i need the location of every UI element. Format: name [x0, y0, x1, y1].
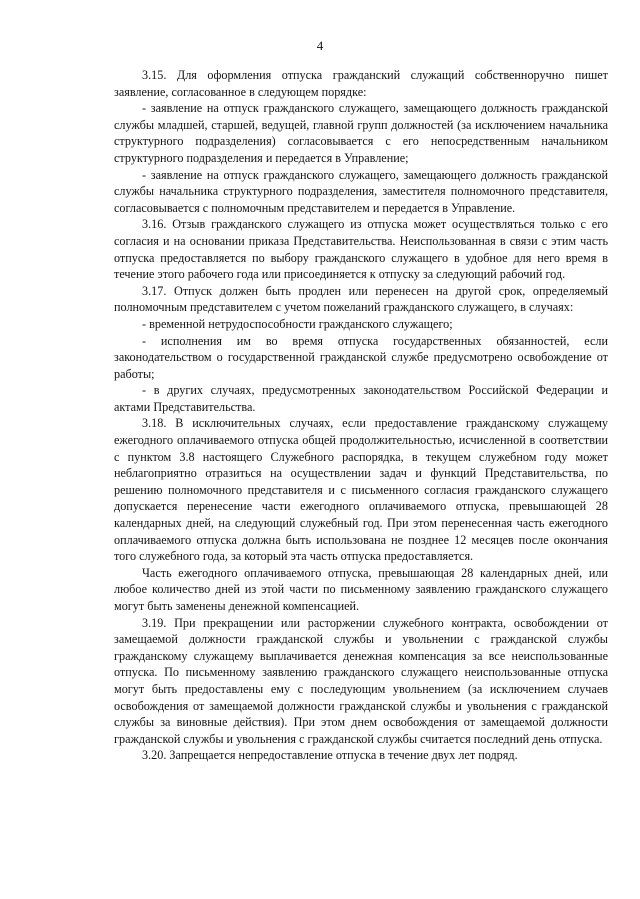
paragraph-3-17-item-1: - временной нетрудоспособности гражданского служащего; — [142, 316, 453, 331]
paragraph-3-17-item-3: - в других случаях, предусмотренных законодательством Российской Федерации и актами Представительства. — [114, 383, 608, 414]
document-body — [114, 67, 608, 764]
paragraph-3-18-continued: Часть ежегодного оплачиваемого отпуска, превышающая 28 календарных дней, или любое количество дней из этой части по письменному заявлению гражданского служащего могут быть заменены денежной компенсацией. — [114, 565, 608, 613]
paragraph-3-19: 3.19. При прекращении или расторжении служебного контракта, освобождении от замещаемой должности гражданской службы и увольнении с гражданской службы гражданскому служащему выплачивается денежная компенсация за все неиспользованные отпуска. По письменному заявлению гражданского служащего неиспользованные отпуска могут быть предоставлены ему с последующим увольнением (за исключением случаев освобождения от замещаемой должности гражданской службы и увольнения с гражданской службы за виновные действия). При этом днем освобождения от замещаемой должности гражданской службы и увольнения с гражданской службы считается последний день отпуска. — [114, 615, 608, 746]
paragraph-3-17-item-2: - исполнения им во время отпуска государственных обязанностей, если законодательством о государственной гражданской службе предусмотрено освобождение от работы; — [114, 333, 608, 381]
paragraph-3-20: 3.20. Запрещается непредоставление отпуска в течение двух лет подряд. — [142, 748, 518, 763]
paragraph-3-15-item-1: - заявление на отпуск гражданского служащего, замещающего должность гражданской службы младшей, старшей, ведущей, главной групп должностей (за исключением начальника структурного подразделения) согласовывается с его непосредственным начальником структурного подразделения и передается в Управление; — [114, 101, 608, 165]
paragraph-3-15: 3.15. Для оформления отпуска гражданский служащий собственноручно пишет заявление, согласованное в следующем порядке: — [114, 68, 608, 99]
paragraph-3-15-item-2: - заявление на отпуск гражданского служащего, замещающего должность гражданской службы начальника структурного подразделения, заместителя полномочного представителя, согласовывается с полномочным представителем и передается в Управление. — [114, 167, 608, 215]
paragraph-3-18: 3.18. В исключительных случаях, если предоставление гражданскому служащему ежегодного оплачиваемого отпуска общей продолжительностью, исчисленной в соответствии с пунктом 3.8 настоящего Служебного распорядка, в текущем служебном году может неблагоприятно отразиться на осуществлении задач и функций Представительства, по решению полномочного представителя и с письменного согласия гражданского служащего допускается перенесение части ежегодного оплачиваемого отпуска, превышающей 28 календарных дней, на следующий служебный год. При этом перенесенная часть ежегодного оплачиваемого отпуска должна быть использована не позднее 12 месяцев после окончания того служебного года, за который эта часть отпуска предоставляется. — [114, 416, 608, 564]
paragraph-3-17: 3.17. Отпуск должен быть продлен или перенесен на другой срок, определяемый полномочным представителем с учетом пожеланий гражданского служащего, в случаях: — [114, 283, 608, 315]
paragraph-3-16: 3.16. Отзыв гражданского служащего из отпуска может осуществляться только с его согласия и на основании приказа Представительства. Неиспользованная в связи с этим часть отпуска предоставляется по выбору гражданского служащего в удобное для него время в течение этого рабочего года или присоединяется к отпуску за следующий рабочий год. — [114, 217, 608, 282]
page-number: 4 — [316, 38, 324, 53]
